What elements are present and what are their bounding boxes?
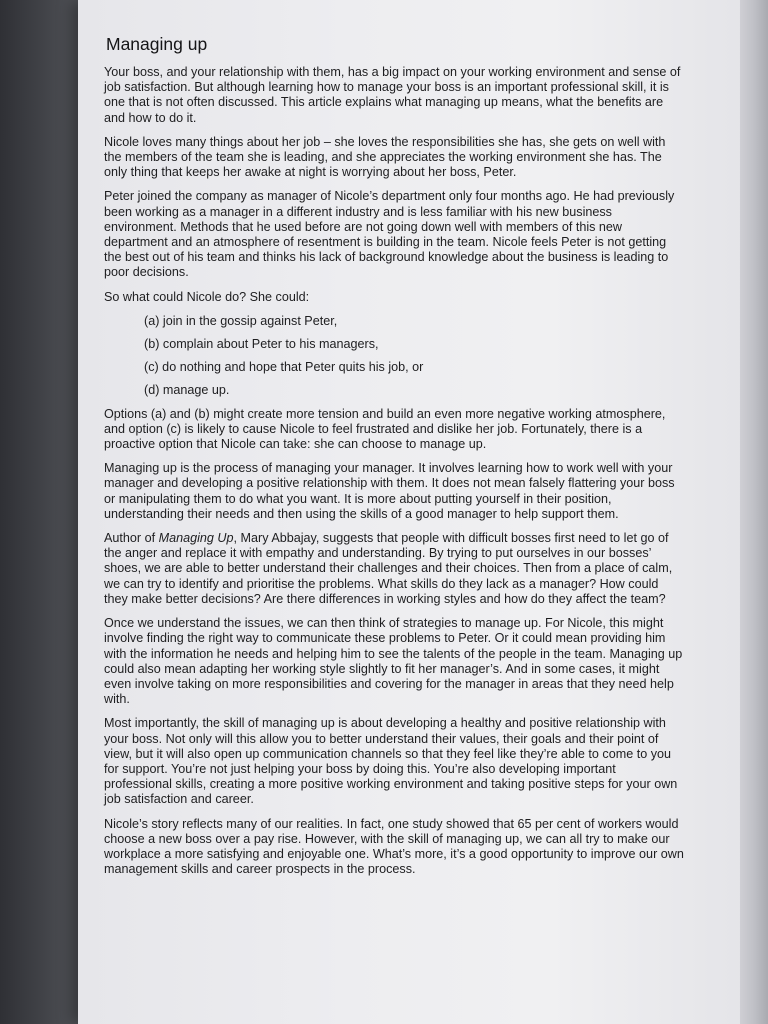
list-item: (a) join in the gossip against Peter, (144, 313, 338, 328)
options-list (144, 314, 684, 399)
list-item: (c) do nothing and hope that Peter quits his job, or (144, 360, 424, 375)
list-item: (d) manage up. (144, 383, 230, 398)
paragraph-peter: Peter joined the company as manager of Nicole’s department only four months ago. He had previously been working as a manager in a different industry and is less familiar with his new business environment. Methods that he used before are not going down well with members of this new department and an atmosphere of resentment is building in the team. Nicole feels Peter is not getting the best out of his team and thinks his lack of background knowledge about the business is leading to poor decisions. (104, 189, 675, 280)
article (104, 33, 684, 886)
paragraph-conclusion: Nicole’s story reflects many of our realities. In fact, one study showed that 65 per cent of workers would choose a new boss over a pay rise. However, with the skill of managing up, we can all try to make our workplace a more satisfying and enjoyable one. What’s more, it’s a good opportunity to improve our own management skills and career prospects in the process. (104, 816, 684, 877)
paragraph-nicole: Nicole loves many things about her job – she loves the responsibilities she has, she gets on well with the members of the team she is leading, and she appreciates the working environment she has. The only thing that keeps her awake at night is worrying about her boss, Peter. (104, 134, 666, 180)
paragraph-options-discussion: Options (a) and (b) might create more tension and build an even more negative working atmosphere, and option (c) is likely to cause Nicole to feel frustrated and dislike her job. Fortunately, there is a proactive option that Nicole can take: she can choose to manage up. (104, 406, 666, 452)
text-span: Author of (104, 531, 159, 546)
paper-edge (740, 0, 768, 1024)
paragraph-abbajay (104, 531, 684, 607)
paragraph-definition: Managing up is the process of managing your manager. It involves learning how to work well with your manager and developing a positive relationship with them. It does not mean falsely flattering your boss or manipulating them to do what you want. It is more about putting yourself in their position, understanding their needs and then using the skills of a good manager to help support them. (104, 461, 675, 521)
paragraph-strategies: Once we understand the issues, we can then think of strategies to manage up. For Nicole, this might involve finding the right way to communicate these problems to Peter. Or it could mean providing him with the information he needs and helping him to see the talents of the people in the team. Managing up could also mean adapting her working style slightly to fit her manager’s. And in some cases, it might even involve taking on more responsibilities and covering for the manager in areas that they need help with. (104, 616, 683, 707)
article-title: Managing up (106, 34, 208, 54)
text-span: , Mary Abbajay, suggests that people with difficult bosses first need to let go of the anger and replace it with empathy and understanding. By trying to put ourselves in our bosses’ shoes, we are able to better understand their challenges and their choices. Then from a place of calm, we can try to identify and prioritise the problems. What skills do they lack as a manager? How could they make better decisions? Are there differences in working styles and how do they affect the team? (104, 531, 673, 606)
paragraph-options-intro: So what could Nicole do? She could: (104, 289, 310, 304)
book-title: Managing Up (158, 531, 234, 546)
background-shadow (0, 0, 90, 1024)
paragraph-importance: Most importantly, the skill of managing up is about developing a healthy and positive relationship with your boss. Not only will this allow you to better understand their values, their goals and their point of view, but it will also open up communication channels so that they feel like they’re able to come to you for support. You’re not just helping your boss by doing this. You’re also developing important professional skills, creating a more positive working environment and taking positive steps for your own job satisfaction and career. (104, 716, 678, 807)
list-item: (b) complain about Peter to his managers, (144, 337, 379, 352)
paragraph-intro: Your boss, and your relationship with them, has a big impact on your working environment and sense of job satisfaction. But although learning how to manage your boss is an important professional skill, it is one that is not often discussed. This article explains what managing up means, what the benefits are and how to do it. (104, 65, 681, 125)
